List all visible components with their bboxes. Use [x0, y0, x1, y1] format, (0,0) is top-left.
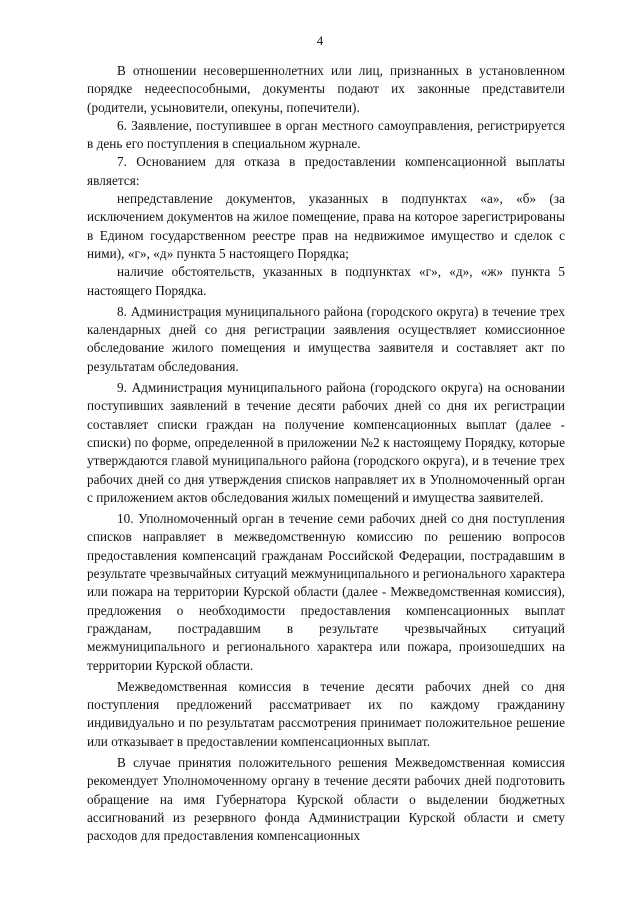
document-body	[87, 62, 565, 845]
paragraph-10-proposals: 10. Уполномоченный орган в течение семи рабочих дней со дня поступления списков направляет в межведомственную комиссию по решению вопросов предоставления компенсаций гражданам Российской Федерации, пострадавшим в результате чрезвычайных ситуаций межмуниципального и регионального характера или пожара на территории Курской области (далее - Межведомственная комиссия), предложения о необходимости предоставления компенсационных выплат гражданам, пострадавшим в результате чрезвычайных ситуаций межмуниципального и регионального характера или пожара, произошедших на территории Курской области.	[87, 511, 565, 673]
paragraph-positive-decision: В случае принятия положительного решения Межведомственная комиссия рекомендует Уполномоченному органу в течение десяти рабочих дней подготовить обращение на имя Губернатора Курской области о выделении бюджетных ассигнований из резервного фонда Администрации Курской области и смету расходов для предоставления компенсационных	[87, 754, 565, 844]
paragraph-9-lists: 9. Администрация муниципального района (городского округа) на основании поступивших заявлений в течение десяти рабочих дней со дня их регистрации составляет списки граждан на получение компенсационных выплат (далее - списки) по форме, определенной в приложении №2 к настоящему Порядку, которые утверждаются главой муниципального района (городского округа), и в течение трех рабочих дней со дня утверждения списков направляет их в Уполномоченный орган с приложением актов обследования жилых помещений и имущества заявителей.	[87, 380, 565, 505]
paragraph-6-registration: 6. Заявление, поступившее в орган местного самоуправления, регистрируется в день его поступления в специальном журнале.	[87, 117, 565, 152]
paragraph-7-circumstances: наличие обстоятельств, указанных в подпунктах «г», «д», «ж» пункта 5 настоящего Порядка.	[87, 264, 565, 298]
paragraph-7-missing-documents: непредставление документов, указанных в подпунктах «а», «б» (за исключением документов на жилое помещение, права на которое зарегистрированы в Едином государственном реестре прав на недвижимое имущество и сделок с ними), «г», «д» пункта 5 настоящего Порядка;	[87, 191, 565, 261]
paragraph-commission-review: Межведомственная комиссия в течение десяти рабочих дней со дня поступления предложений рассматривает их по каждому гражданину индивидуально и по результатам рассмотрения принимает положительное решение или отказывает в предоставлении компенсационных выплат.	[87, 678, 565, 749]
page-number: 4	[316, 33, 324, 48]
paragraph-8-inspection: 8. Администрация муниципального района (городского округа) в течение трех календарных дней со дня регистрации заявления осуществляет комиссионное обследование жилого помещения и имущества заявителя и составляет акт по результатам обследования.	[87, 303, 565, 374]
paragraph-representatives: В отношении несовершеннолетних или лиц, признанных в установленном порядке недееспособными, документы подают их законные представители (родители, усыновители, опекуны, попечители).	[87, 63, 565, 115]
paragraph-7-refusal-grounds: 7. Основанием для отказа в предоставлении компенсационной выплаты является:	[87, 154, 565, 188]
